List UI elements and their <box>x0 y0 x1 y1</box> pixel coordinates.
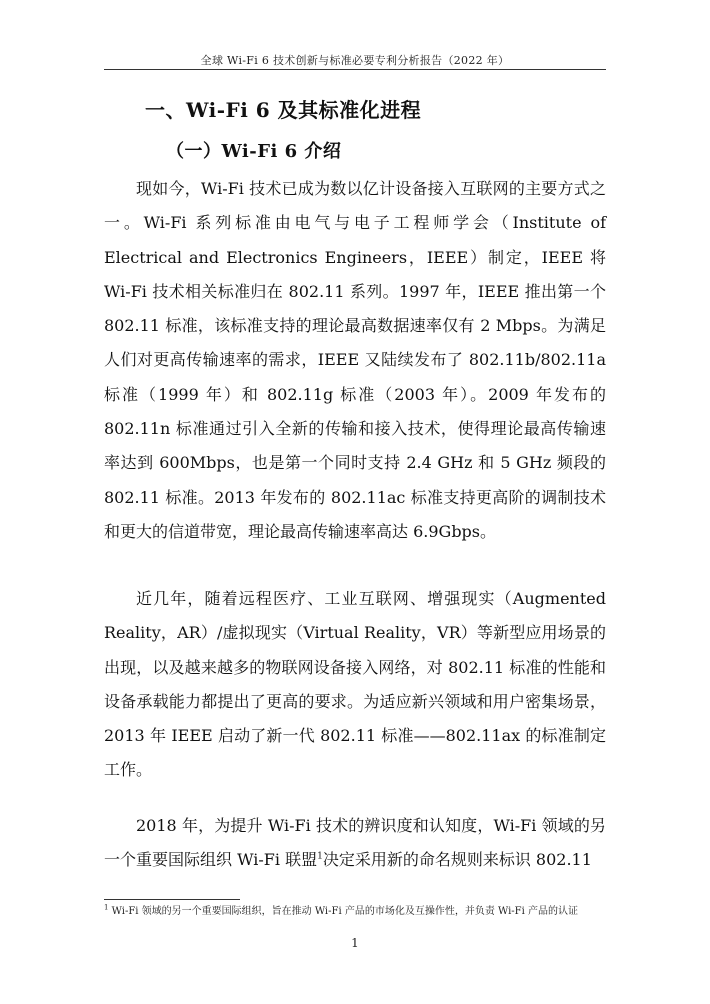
footnote-text: Wi-Fi 领域的另一个重要国际组织，旨在推动 Wi-Fi 产品的市场化及互操作性，并负责 Wi-Fi 产品的认证 <box>111 906 578 917</box>
footnote <box>104 904 606 920</box>
running-header: 全球 Wi-Fi 6 技术创新与标准必要专利分析报告（2022 年） <box>200 54 510 67</box>
paragraph-2-text: 近几年，随着远程医疗、工业互联网、增强现实（Augmented Reality，AR）/虚拟现实（Virtual Reality，VR）等新型应用场景的出现，以及越来越多的物联网设备接入网络，对 802.11 标准的性能和设备承载能力都提出了更高的要求。为适应新兴领域和用户密集场景，2013 年 IEEE 启动了新一代 802.11 标准——802.11ax 的标准制定工作。 <box>104 589 606 780</box>
page-number: 1 <box>351 936 359 950</box>
header-rule <box>104 69 606 70</box>
footnote-rule <box>104 899 240 900</box>
paragraph-3-end: 决定采用新的命名规则来标识 802.11 <box>322 850 592 870</box>
footnote-marker: 1 <box>104 903 109 912</box>
paragraph-3-text <box>104 809 606 878</box>
paragraph-2 <box>104 582 606 788</box>
subsection-title: （一）Wi-Fi 6 介绍 <box>166 141 342 162</box>
section-title: 一、Wi-Fi 6 及其标准化进程 <box>145 98 422 122</box>
paragraph-1-text: 现如今，Wi-Fi 技术已成为数以亿计设备接入互联网的主要方式之一。Wi-Fi 系列标准由电气与电子工程师学会（Institute of Electrical and Electronics Engineers，IEEE）制定，IEEE 将 Wi-Fi 技术相关标准归在 802.11 系列。1997 年，IEEE 推出第一个 802.11 标准，该标准支持的理论最高数据速率仅有 2 Mbps。为满足人们对更高传输速率的需求，IEEE 又陆续发布了 802.11b/802.11a 标准（1999 年）和 802.11g 标准（2003 年）。2009 年发布的 802.11n 标准通过引入全新的传输和接入技术，使得理论最高传输速率达到 600Mbps，也是第一个同时支持 2.4 GHz 和 5 GHz 频段的 802.11 标准。2013 年发布的 802.11ac 标准支持更高阶的调制技术和更大的信道带宽，理论最高传输速率高达 6.9Gbps。 <box>104 179 606 541</box>
paragraph-3 <box>104 809 606 878</box>
footnote-reference[interactable]: 1 <box>317 851 323 862</box>
paragraph-3-start: 2018 年，为提升 Wi-Fi 技术的辨识度和认知度，Wi-Fi 领域的另一个重要国际组织 Wi-Fi 联盟 <box>104 816 606 870</box>
paragraph-1 <box>104 172 606 549</box>
